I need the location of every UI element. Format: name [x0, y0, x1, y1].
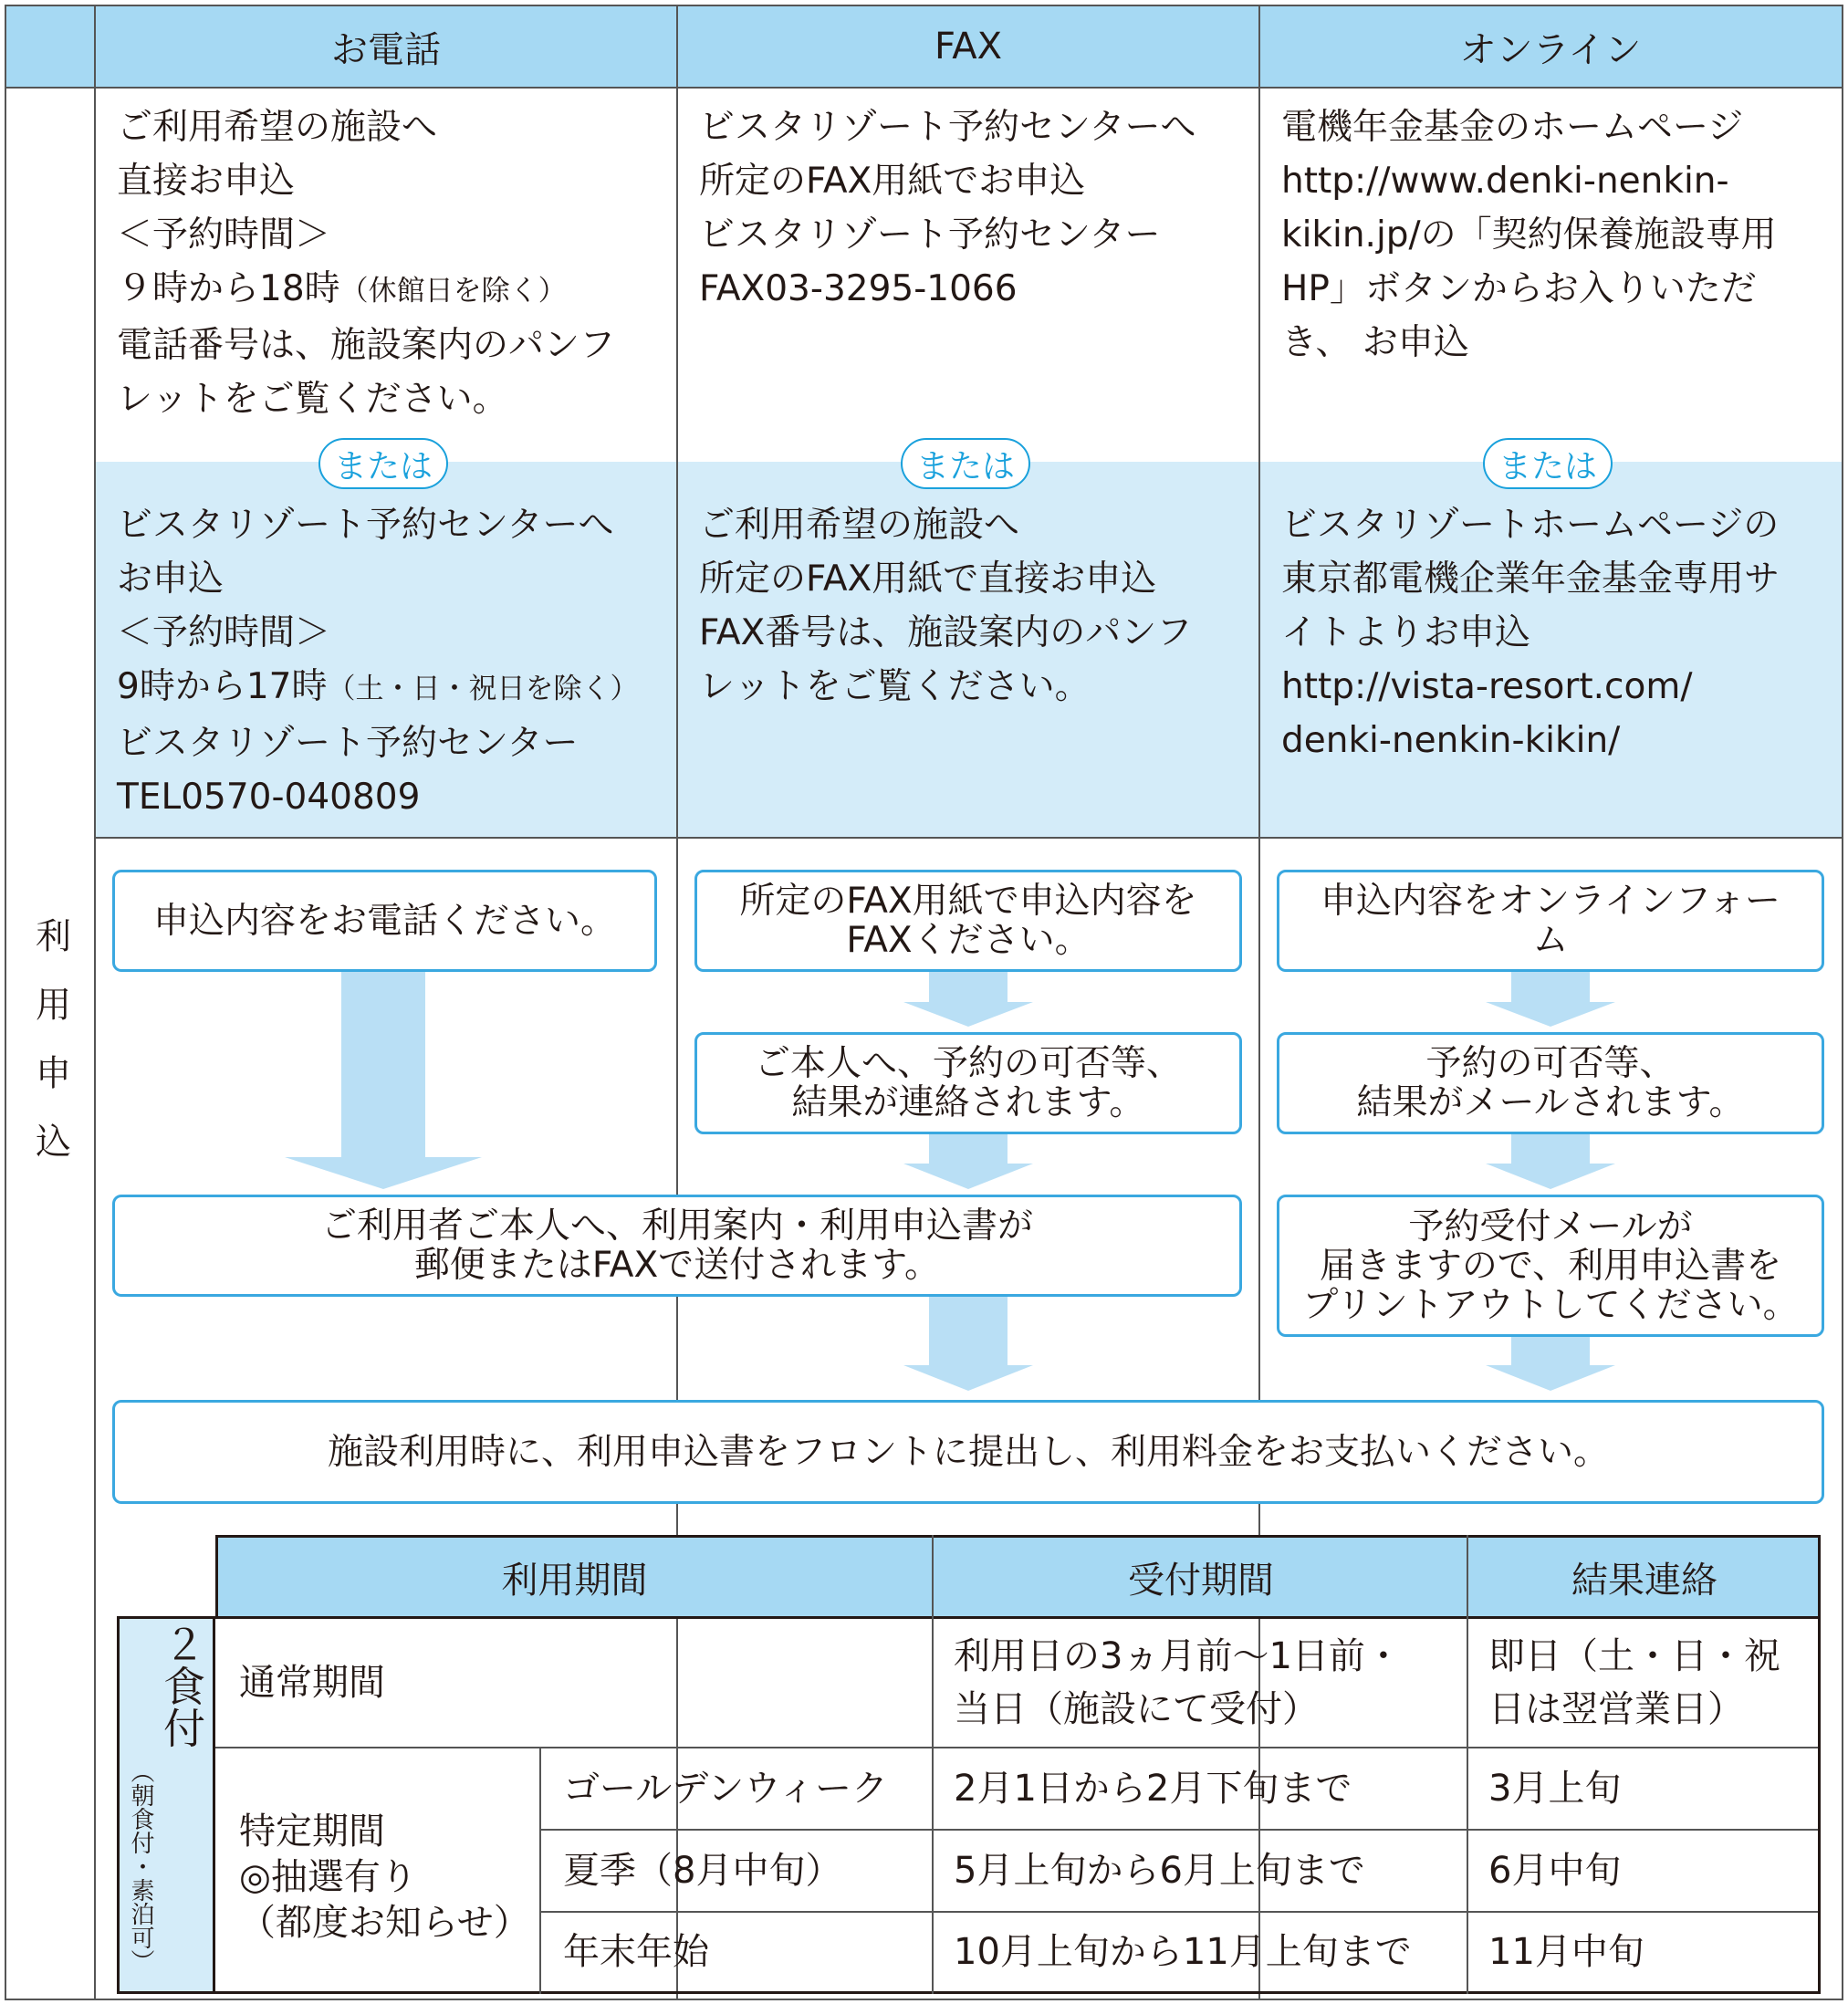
phone-alt-line-4: ビスタリゾート予約センター	[117, 723, 579, 764]
schedule-side-sub: （朝食付・素泊可）	[127, 1759, 154, 1973]
arrow-fax-2	[903, 1134, 1033, 1189]
schedule-header-period: 利用期間	[501, 1559, 648, 1602]
arrow-online-1	[1486, 972, 1615, 1027]
arrow-merged	[903, 1297, 1033, 1391]
schedule-row-gw-accept: 2月1日から2月下旬まで	[954, 1768, 1352, 1810]
flow-box-merged-step: ご利用者ご本人へ、利用案内・利用申込書が 郵便またはFAXで送付されます。	[112, 1195, 1242, 1297]
flow-box-phone-step1: 申込内容をお電話ください。	[112, 870, 657, 972]
schedule-row-gw-period: ゴールデンウィーク	[563, 1768, 888, 1810]
flow-box-fax-step2: ご本人へ、予約の可否等、 結果が連絡されます。	[694, 1032, 1242, 1134]
phone-line-4: 電話番号は、施設案内のパンフ	[117, 325, 616, 366]
phone-alt-line-1: ビスタリゾート予約センターへ	[117, 505, 614, 546]
phone-line-5: レットをご覧ください。	[117, 379, 508, 420]
online-primary-text: 電機年金基金のホームページ http://www.denki-nenkin- kikin.jp/の「契約保養施設専用 HP」ボタンからお入りいただ き、 お申込	[1281, 107, 1777, 363]
schedule-row-newyear-accept: 10月上旬から11月上旬まで	[954, 1931, 1412, 1973]
fax-alt-text: ご利用希望の施設へ 所定のFAX用紙で直接お申込 FAX番号は、施設案内のパンフ レットをご覧ください。	[699, 505, 1193, 707]
schedule-row-summer-accept: 5月上旬から6月上旬まで	[954, 1850, 1365, 1892]
phone-hours-main: ９時から18時	[117, 268, 340, 309]
column-header-fax: FAX	[934, 26, 1003, 68]
phone-line-2: 直接お申込	[117, 161, 296, 202]
arrow-online-3	[1486, 1337, 1615, 1391]
phone-alt-hours-main: 9時から17時	[117, 666, 328, 707]
phone-alt-line-2: お申込	[117, 558, 224, 600]
flow-box-final-step: 施設利用時に、利用申込書をフロントに提出し、利用料金をお支払いください。	[112, 1400, 1824, 1504]
schedule-side-main: ２食付	[157, 1623, 206, 1748]
column-header-online: オンライン	[1459, 28, 1642, 71]
arrow-phone-long	[285, 972, 482, 1189]
phone-alt-hours-note: （土・日・祝日を除く）	[327, 673, 639, 705]
schedule-row-newyear-result: 11月中旬	[1488, 1931, 1644, 1973]
schedule-normal-accept: 利用日の3ヵ月前～1日前・ 当日（施設にて受付）	[954, 1635, 1402, 1730]
online-alt-text: ビスタリゾートホームページの 東京都電機企業年金基金専用サ イトよりお申込 http://vista-resort.com/ denki-nenkin-kikin/	[1281, 505, 1780, 761]
phone-alt-line-5: TEL0570-040809	[117, 777, 421, 818]
arrow-fax-1	[903, 972, 1033, 1027]
schedule-row-newyear-period: 年末年始	[563, 1931, 709, 1973]
flow-box-fax-step1: 所定のFAX用紙で申込内容を FAXください。	[694, 870, 1242, 972]
phone-line-3: ＜予約時間＞	[117, 214, 331, 256]
phone-alt-line-3: ＜予約時間＞	[117, 612, 331, 653]
schedule-normal-result: 即日（土・日・祝 日は翌営業日）	[1488, 1635, 1780, 1730]
or-badge-phone: または	[318, 438, 448, 489]
schedule-side-label	[120, 1623, 213, 1988]
or-badge-fax: または	[901, 438, 1030, 489]
column-header-phone: お電話	[331, 28, 441, 71]
schedule-row-gw-result: 3月上旬	[1488, 1768, 1622, 1810]
fax-primary-text: ビスタリゾート予約センターへ 所定のFAX用紙でお申込 ビスタリゾート予約センター FAX03-3295-1066	[699, 107, 1196, 309]
schedule-header-accept: 受付期間	[1128, 1559, 1274, 1602]
phone-line-1: ご利用希望の施設へ	[117, 107, 438, 148]
flow-box-online-step1: 申込内容をオンラインフォー ム	[1277, 870, 1824, 972]
schedule-header-result: 結果連絡	[1571, 1559, 1717, 1602]
phone-hours-note: （休館日を除く）	[339, 275, 567, 308]
schedule-row-summer-result: 6月中旬	[1488, 1850, 1622, 1892]
schedule-row-summer-period: 夏季（8月中旬）	[563, 1850, 842, 1892]
flow-box-online-step3: 予約受付メールが 届きますので、利用申込書を プリントアウトしてください。	[1277, 1195, 1824, 1337]
schedule-normal-label: 通常期間	[239, 1662, 385, 1704]
flow-box-online-step2: 予約の可否等、 結果がメールされます。	[1277, 1032, 1824, 1134]
schedule-table	[117, 1535, 1821, 1994]
or-badge-online: または	[1483, 438, 1613, 489]
row-label-text: 利用申込	[29, 917, 71, 1191]
arrow-online-2	[1486, 1134, 1615, 1189]
schedule-special-label: 特定期間 ◎抽選有り （都度お知らせ）	[239, 1811, 530, 1944]
